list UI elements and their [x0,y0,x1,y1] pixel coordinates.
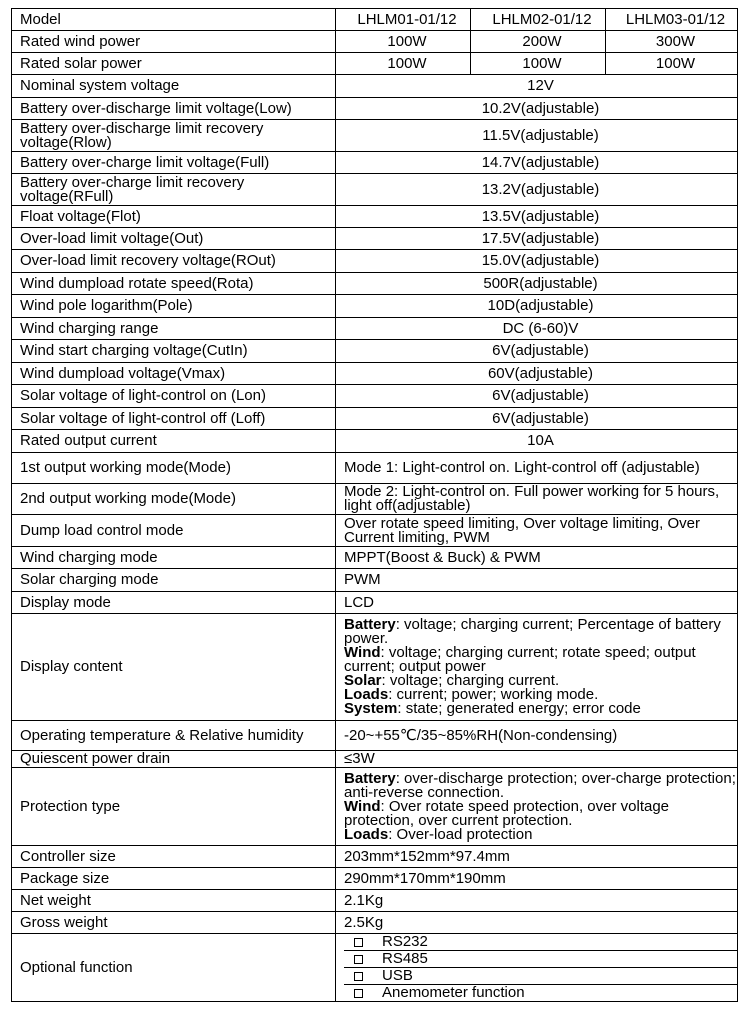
list-item [344,985,737,1001]
model-3: LHLM03-01/12 [606,9,738,31]
table-row [12,228,738,250]
item-text: : current; power; working mode. [388,686,599,703]
row-value: -20~+55℃/35~85%RH(Non-condensing) [336,721,738,751]
row-value: 13.2V(adjustable) [336,174,738,206]
item-text: : voltage; charging current; Percentage of battery power. [344,616,721,647]
row-label: Solar voltage of light-control off (Loff) [12,408,336,430]
row-label: Wind charging range [12,318,336,340]
table-row [12,53,738,75]
row-value: 100W [606,53,738,75]
item-key: System [344,700,398,717]
row-value: 6V(adjustable) [336,340,738,363]
row-label: Solar charging mode [12,569,336,592]
option-label: Anemometer function [382,984,525,1001]
table-row [12,890,738,912]
option-label: USB [382,967,413,984]
row-value: LCD [336,592,738,614]
table-row [12,31,738,53]
row-value: 6V(adjustable) [336,385,738,408]
list-item [344,968,737,985]
spec-table [11,8,738,1002]
row-value: 500R(adjustable) [336,273,738,295]
table-row [12,751,738,768]
row-label: Wind start charging voltage(CutIn) [12,340,336,363]
row-label: Battery over-charge limit voltage(Full) [12,152,336,174]
row-label: Operating temperature & Relative humidity [12,721,336,751]
row-label: Float voltage(Flot) [12,206,336,228]
row-label: Battery over-charge limit recovery voltage(RFull) [12,174,336,206]
row-label: Gross weight [12,912,336,934]
item-text: : voltage; charging current. [381,672,560,689]
item-key: Loads [344,686,389,703]
row-label: Wind dumpload rotate speed(Rota) [12,273,336,295]
row-value: 10D(adjustable) [336,295,738,318]
item-key: Solar [344,672,382,689]
model-2: LHLM02-01/12 [471,9,606,31]
row-label: Package size [12,868,336,890]
table-row [12,250,738,273]
header-row [12,9,738,31]
row-value: 13.5V(adjustable) [336,206,738,228]
row-label: Wind charging mode [12,547,336,569]
row-value: Over rotate speed limiting, Over voltage limiting, Over Current limiting, PWM [336,515,738,547]
row-value: 10.2V(adjustable) [336,98,738,120]
item-text: : voltage; charging current; rotate speed; output current; output power [344,644,696,675]
table-row [12,912,738,934]
row-value: PWM [336,569,738,592]
row-value: 300W [606,31,738,53]
row-label: Controller size [12,846,336,868]
model-1: LHLM01-01/12 [336,9,471,31]
option-label: RS485 [382,950,428,967]
row-label: Battery over-discharge limit voltage(Low) [12,98,336,120]
item-key: Wind [344,644,381,661]
item-text: : Over rotate speed protection, over voltage protection, over current protection. [344,797,670,829]
row-value: ≤3W [336,751,738,768]
row-value: 2.5Kg [336,912,738,934]
table-row [12,75,738,98]
row-label: Rated solar power [12,53,336,75]
item-text: : Over-load protection [388,825,533,843]
table-row [12,547,738,569]
table-row [12,721,738,751]
row-label: Wind dumpload voltage(Vmax) [12,363,336,385]
row-value: 6V(adjustable) [336,408,738,430]
table-row [12,868,738,890]
item-text: : state; generated energy; error code [397,700,641,717]
table-row [12,98,738,120]
row-value: 11.5V(adjustable) [336,120,738,152]
table-row [12,408,738,430]
table-row [12,569,738,592]
item-key: Loads [344,825,389,843]
checkbox-icon [354,938,363,947]
row-value: 100W [471,53,606,75]
row-label: Nominal system voltage [12,75,336,98]
table-row [12,120,738,152]
row-value: 15.0V(adjustable) [336,250,738,273]
row-value: DC (6-60)V [336,318,738,340]
table-row [12,934,738,1002]
table-row [12,453,738,484]
row-value: 203mm*152mm*97.4mm [336,846,738,868]
row-value: Mode 1: Light-control on. Light-control off (adjustable) [336,453,738,484]
display-content-value [336,614,738,721]
checkbox-icon [354,955,363,964]
table-row [12,484,738,515]
item-text: : over-discharge protection; over-charge protection; anti-reverse connection. [344,769,736,801]
row-label: Protection type [12,768,336,846]
row-label: Rated wind power [12,31,336,53]
row-value: 100W [336,31,471,53]
row-label: Rated output current [12,430,336,453]
row-value: 10A [336,430,738,453]
list-item [344,951,737,968]
row-label: Battery over-discharge limit recovery voltage(Rlow) [12,120,336,152]
row-value: 12V [336,75,738,98]
row-label: Quiescent power drain [12,751,336,768]
row-label: Over-load limit voltage(Out) [12,228,336,250]
header-label: Model [12,9,336,31]
row-value: 100W [336,53,471,75]
table-row [12,295,738,318]
list-item [344,934,737,951]
table-row [12,385,738,408]
row-label: 2nd output working mode(Mode) [12,484,336,515]
row-label: Over-load limit recovery voltage(ROut) [12,250,336,273]
table-row [12,340,738,363]
table-row [12,206,738,228]
table-row [12,273,738,295]
row-value: 200W [471,31,606,53]
row-label: Solar voltage of light-control on (Lon) [12,385,336,408]
row-value: MPPT(Boost & Buck) & PWM [336,547,738,569]
optional-function-list [336,934,738,1002]
table-row [12,768,738,846]
item-key: Battery [344,616,396,633]
table-row [12,846,738,868]
row-label: Display mode [12,592,336,614]
checkbox-icon [354,972,363,981]
row-label: 1st output working mode(Mode) [12,453,336,484]
checkbox-icon [354,989,363,998]
row-value: 290mm*170mm*190mm [336,868,738,890]
row-value: 14.7V(adjustable) [336,152,738,174]
option-label: RS232 [382,933,428,950]
row-label: Display content [12,614,336,721]
row-label: Wind pole logarithm(Pole) [12,295,336,318]
table-row [12,430,738,453]
row-label: Optional function [12,934,336,1002]
table-row [12,363,738,385]
table-row [12,318,738,340]
table-row [12,592,738,614]
row-value: 17.5V(adjustable) [336,228,738,250]
row-label: Dump load control mode [12,515,336,547]
table-row [12,152,738,174]
item-key: Wind [344,797,381,815]
item-key: Battery [344,769,396,787]
table-row [12,174,738,206]
protection-value [336,768,738,846]
table-row [12,614,738,721]
row-label: Net weight [12,890,336,912]
table-row [12,515,738,547]
row-value: Mode 2: Light-control on. Full power working for 5 hours, light off(adjustable) [336,484,738,515]
row-value: 60V(adjustable) [336,363,738,385]
row-value: 2.1Kg [336,890,738,912]
